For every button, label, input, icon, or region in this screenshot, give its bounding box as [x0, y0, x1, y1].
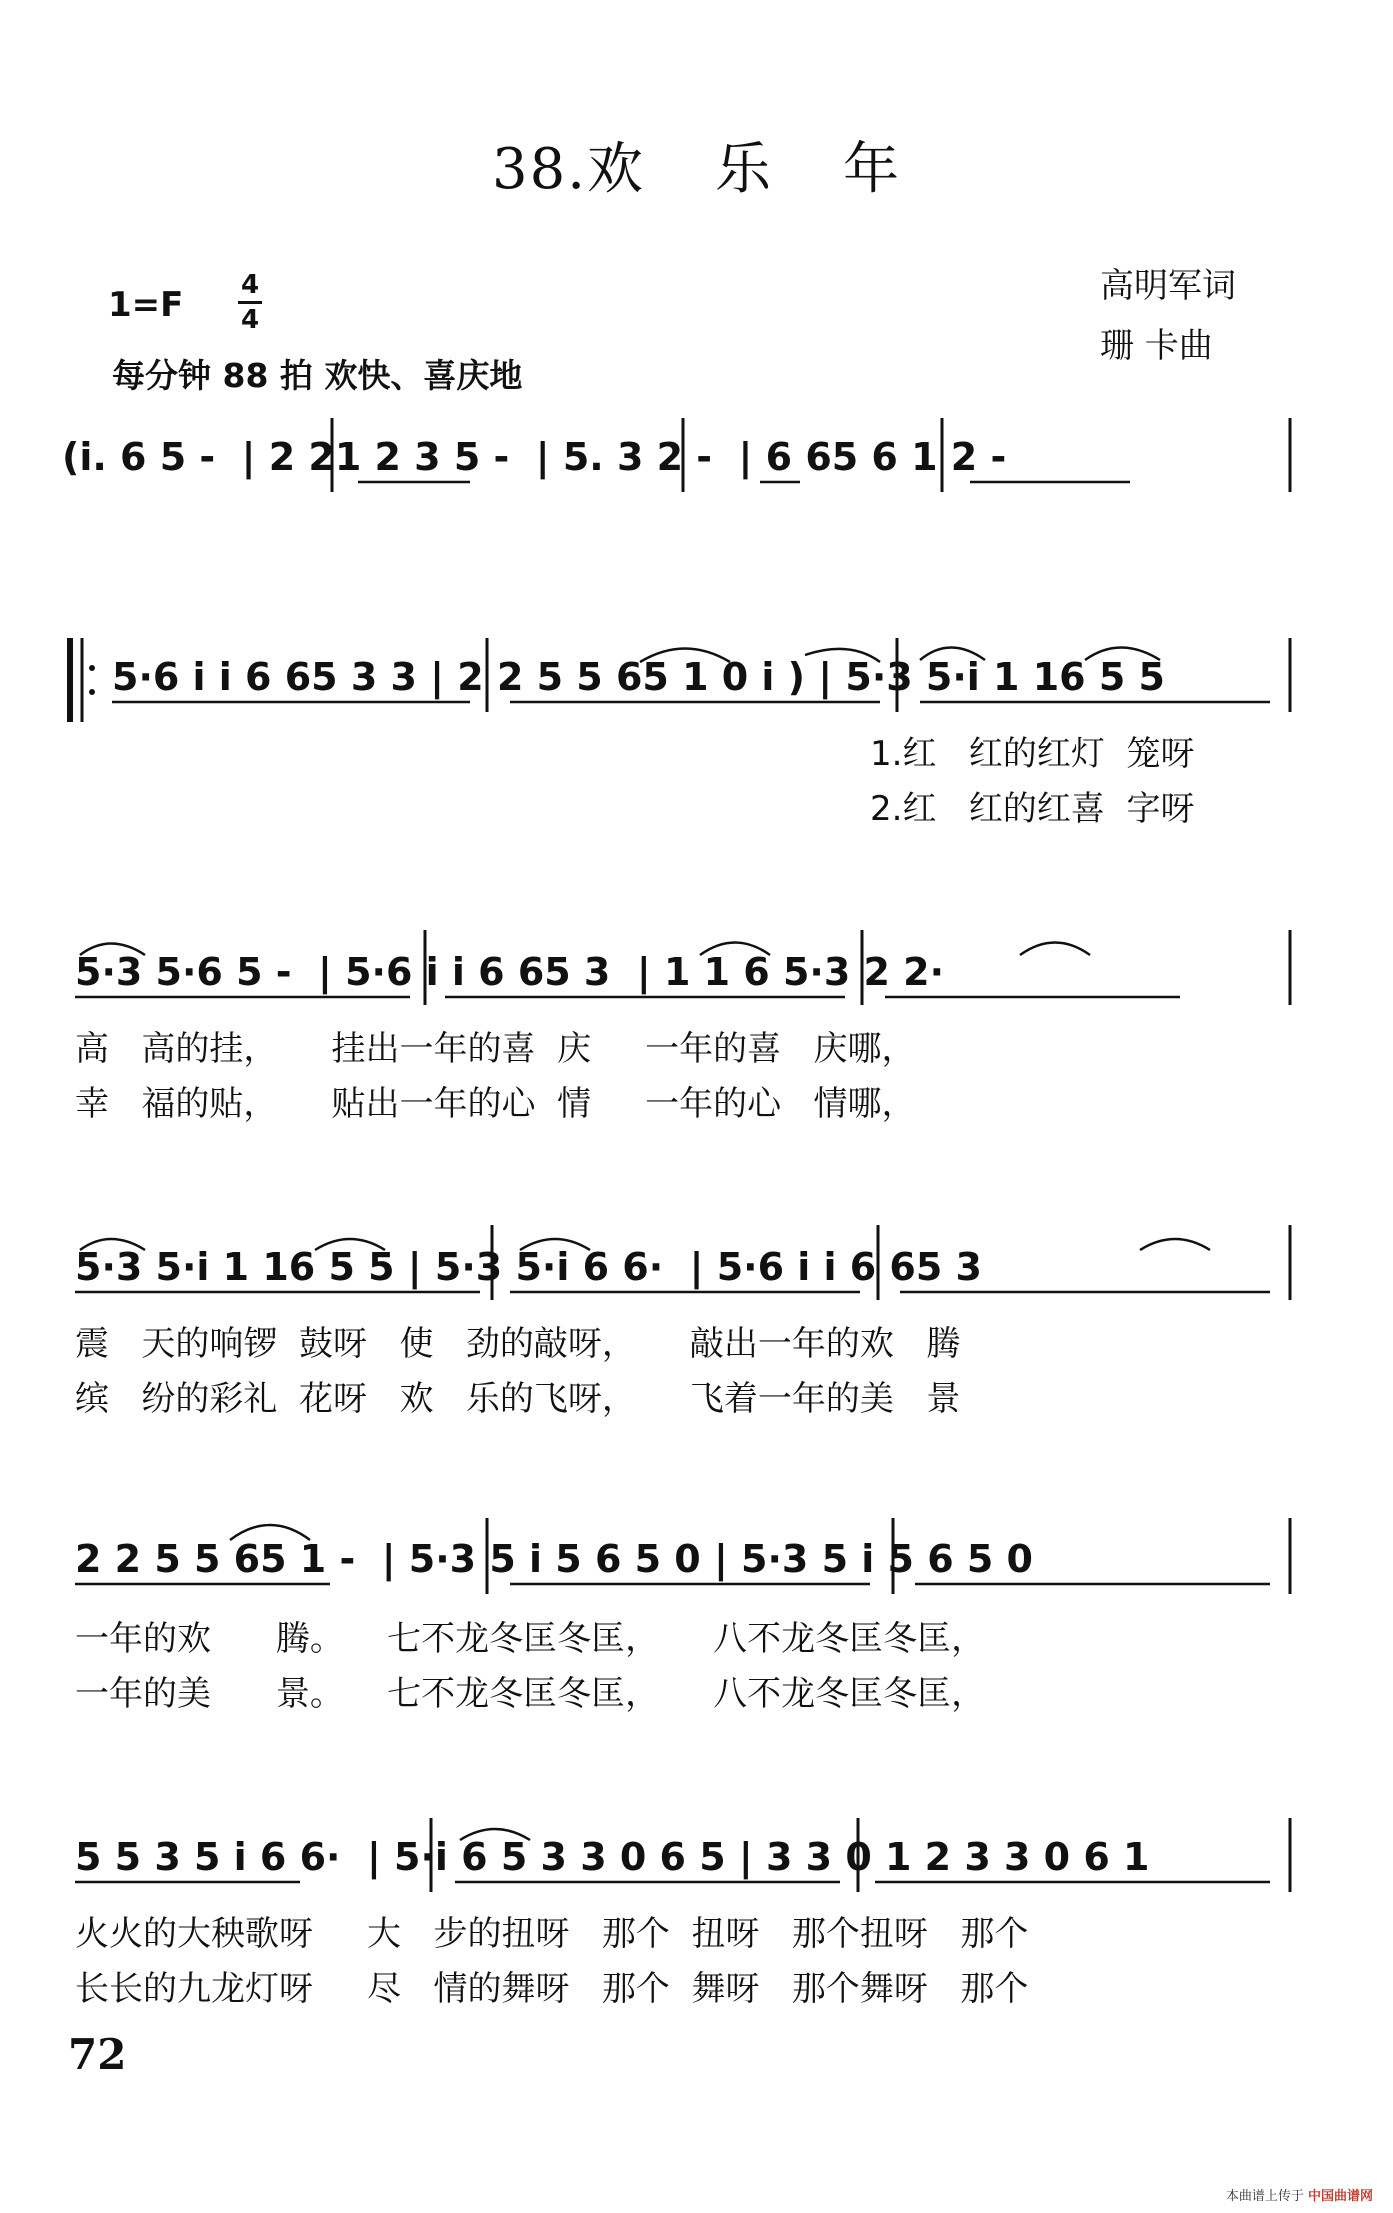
upload-credit [1226, 2185, 1373, 2204]
system-5-notes: 2 2 5 5 65 1 - | 5·3 5 i 5 6 5 0 | 5·3 5 i 5 6 5 0 [75, 1537, 1033, 1581]
page-number: 72 [68, 2030, 127, 2079]
system-2-notes: 5·6 i i 6 65 3 3 | 2 2 5 5 65 1 0 i ) | 5·3 5·i 1 16 5 5 [112, 655, 1165, 699]
system-1-notes: (i. 6 5 - | 2 21 2 3 5 - | 5. 3 2 - | 6 65 6 1 2 - [62, 435, 1007, 479]
title-char-3: 年 [843, 137, 902, 202]
notation-lines [62, 435, 1165, 1880]
system-3-lyrics-verse-2: 幸 福的贴， 贴出一年的心 情 一年的心 情哪， [75, 1084, 916, 1124]
title-char-1: 欢 [587, 137, 646, 202]
time-sig-top: 4 [240, 270, 260, 300]
tempo-marking: 每分钟 88 拍 欢快、喜庆地 [112, 356, 523, 395]
lyricist-credit: 高明军词 [1100, 266, 1236, 306]
system-3-lyrics-verse-1: 高 高的挂， 挂出一年的喜 庆 一年的喜 庆哪， [75, 1029, 916, 1069]
bar-lines [70, 418, 1290, 1892]
system-6-lyrics-verse-1: 火火的大秧歌呀 大 步的扭呀 那个 扭呀 那个扭呀 那个 [75, 1914, 1029, 1954]
title-char-2: 乐 [715, 137, 774, 202]
upload-brand: 中国曲谱网 [1307, 2189, 1373, 2204]
repeat-dots [89, 665, 95, 695]
upload-prefix: 本曲谱上传于 [1225, 2189, 1304, 2204]
system-3-notes: 5·3 5·6 5 - | 5·6 i i 6 65 3 | 1 1 6 5·3 2 2· [75, 950, 945, 994]
system-5-lyrics-verse-1: 一年的欢 腾。 七不龙冬匡冬匡， 八不龙冬匡冬匡， [75, 1619, 986, 1659]
system-6-notes: 5 5 3 5 i 6 6· | 5·i 6 5 3 3 0 6 5 | 3 3 0 1 2 3 3 0 6 1 [75, 1835, 1150, 1879]
system-2-lyrics-verse-1: 1.红 红的红灯 笼呀 [870, 734, 1195, 774]
system-6-lyrics-verse-2: 长长的九龙灯呀 尽 情的舞呀 那个 舞呀 那个舞呀 那个 [75, 1969, 1029, 2009]
composer-credit: 珊 卡曲 [1100, 326, 1213, 366]
key-signature: 1=F [108, 285, 184, 325]
system-2-lyrics-verse-2: 2.红 红的红喜 字呀 [870, 789, 1195, 829]
system-4-notes: 5·3 5·i 1 16 5 5 | 5·3 5·i 6 6· | 5·6 i i 6 65 3 [75, 1245, 982, 1289]
lyrics [75, 734, 1194, 2009]
system-4-lyrics-verse-1: 震 天的响锣 鼓呀 使 劲的敲呀， 敲出一年的欢 腾 [75, 1324, 961, 1364]
time-sig-bottom: 4 [240, 305, 260, 335]
song-number: 38. [491, 137, 588, 202]
system-4-lyrics-verse-2: 缤 纷的彩礼 花呀 欢 乐的飞呀， 飞着一年的美 景 [75, 1379, 961, 1419]
system-5-lyrics-verse-2: 一年的美 景。 七不龙冬匡冬匡， 八不龙冬匡冬匡， [75, 1674, 986, 1714]
